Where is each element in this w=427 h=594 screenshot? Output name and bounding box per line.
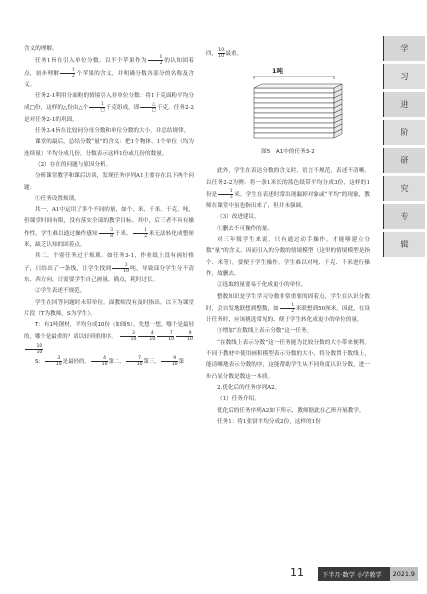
- sidebar-tab: 专: [383, 204, 425, 229]
- paragraph: 任务2-1利用分面粉的情境引入非单位分数：将1千克面粉平均分成□份，这样的△份由△个 $\frac{1}{□}$ 千克组成，即 $\frac{\triangle}{□}$ 千克。任务2-2是对任务2-1的巩固。: [24, 93, 194, 123]
- paragraph: 对三年级学生来说，只有通过动手操作，才能够建立分数“量”的含义，因而引入的分数的情境模型（这里的情境模型是指个、米等），要便于学生操作。学生难以对吨、千克、千米进行操作，故删去。: [206, 237, 370, 277]
- figure-caption: 图5 A1中的任务3-2: [261, 149, 315, 156]
- paragraph: 优化后的任务序列A2如下所示，教师据此在乙班开展教学。: [217, 407, 365, 414]
- paragraph: （3）改进建议。: [217, 214, 260, 221]
- fraction: $\frac{10}{10}$: [218, 48, 225, 59]
- figure-steel-bars: [206, 64, 370, 160]
- sidebar-tab: 习: [383, 64, 425, 89]
- page-number: 11: [290, 566, 304, 579]
- paragraph: 其二，个别任务过于烦琐。如任务3-1，作业纸上没有画好格子，只给出了一条线，让学生找到 $\frac{3}{10}$ 吨，导致部分学生分不清东、西方向，日需要学生自己画量、描点，耗时过长。: [24, 253, 194, 283]
- slab: [254, 128, 334, 133]
- publication-bar: [318, 567, 418, 581]
- fraction: $\frac{3}{10}$: [45, 356, 62, 367]
- paragraph: 分析课堂教学和课后访谈，发现任务序列A1主要存在以下两个问题：: [24, 173, 194, 191]
- publication-name: 下半月·数学 小学教学: [322, 571, 382, 579]
- slab: [254, 113, 334, 118]
- paragraph: ②选取的量要易于化成更小的单位。: [217, 282, 307, 289]
- fraction: $\frac{4}{10}$: [138, 331, 155, 342]
- slab: [254, 108, 334, 113]
- paragraph: ②学生表述不规范。: [35, 288, 86, 295]
- sidebar-tab: 学: [383, 36, 425, 61]
- dialog-continued: 四， $\frac{10}{10}$ 最重。: [206, 48, 242, 59]
- paragraph: ①删去不可操作的量。: [217, 225, 273, 232]
- slab: [254, 98, 334, 103]
- paragraph: 任务1：将1张饼平均分成2份，这样的1份: [217, 418, 321, 425]
- fraction: $\frac{10}{10}$: [25, 344, 43, 355]
- dialog-student: S： $\frac{3}{10}$ 是最轻的， $\frac{4}{10}$ 第二， $\frac{7}{10}$ 第三， $\frac{9}{10}$ 第: [35, 356, 184, 368]
- paragraph: 学生在回答问题时未带单位，面教师没有及时指出，以下为课堂片段（T为教师，S为学生）。: [24, 299, 194, 317]
- fraction: $\frac{3}{8}$: [99, 228, 114, 239]
- fraction: $\frac{1}{2}$: [148, 55, 163, 66]
- fraction: $\frac{9}{10}$: [176, 331, 193, 342]
- paragraph: 任务1旨在引入单位分数，以半个苹果作为 $\frac{1}{2}$ 的认知固着点，初步理解 $\frac{1}{2}$ 个苹果的含义，并明确分数各部分的名称及含义。: [24, 55, 194, 88]
- paragraph: （2）存在的问题与原因分析。: [35, 161, 112, 168]
- fraction: $\frac{\triangle}{□}$: [140, 102, 156, 113]
- paragraph: “在数线上表示分数”这一任务能为比较分数的大小带来便利。不同于教材中使用画积模型表示分数的大小，将分数置于数线上，能清晰地表示分数的序，这能帮助学生从不同角度认识分数，进一步凸显分数是数这一本质。: [206, 339, 370, 380]
- sidebar-tab: 辑: [383, 232, 425, 257]
- fraction: $\frac{3}{10}$: [112, 263, 129, 274]
- paragraph: 2.优化后的任务序列A2。: [217, 384, 281, 391]
- section-sidebar: [383, 36, 425, 260]
- figure-label: 1吨: [272, 67, 284, 76]
- slab: [254, 123, 334, 128]
- left-column: [24, 44, 194, 368]
- dialog-teacher: T：有1吨钢材，平均分成10份（如图5），先想一想，哪个是最轻的，哪个是最重的？请以轻到重排序。 $\frac{3}{10}$ $\frac{4}{10}$ $\frac{7}{10}$ $\frac{9}{10}$ $\frac{10}{10}$: [24, 322, 194, 355]
- paragraph: 此外，学生在表达分数的含义时，语言不规范，表述不清晰。以任务2-2为例：将一条1米长的蓝色纸带平均分成3份，这样的1份是 $\frac{1}{3}$ 米。学生在表述时常出现漏掉对象或“平均”的现象，教师在课堂中虽也指出来了，但并未强调。: [206, 168, 370, 210]
- paragraph: 整数知识是学生学习分数非常重要的固着点，学生在认识分数时，会自发地联想到整数，如 $\frac{1}{2}$ 米联想到50厘米。因此，在设计任务时，应该挑选常见的、便于学生转化成更小的单位的量。: [206, 293, 370, 324]
- fraction: $\frac{4}{10}$: [91, 356, 108, 367]
- paragraph: ①任务设置烦琐。: [35, 195, 80, 202]
- fraction: $\frac{1}{2}$: [133, 228, 148, 239]
- slab: [254, 93, 334, 98]
- fraction: $\frac{3}{10}$: [120, 331, 137, 342]
- slab: [254, 103, 334, 108]
- paragraph: 课堂的最后，总结分数“量”的含义：把1个物体、1个单位（均为连续量）平均分成几份，分数表示这样1份或几份的数量。: [24, 139, 194, 157]
- stacked-bars-diagram: [250, 76, 350, 144]
- slab: [254, 133, 334, 138]
- sidebar-tab: 究: [383, 176, 425, 201]
- sidebar-tab: 进: [383, 92, 425, 117]
- slab-top: [254, 84, 342, 88]
- fraction: $\frac{1}{2}$: [280, 303, 295, 314]
- right-column: [206, 48, 370, 428]
- fraction: $\frac{7}{10}$: [126, 356, 143, 367]
- fraction: $\frac{9}{10}$: [161, 356, 178, 367]
- fraction: $\frac{1}{□}$: [89, 102, 104, 113]
- bar-stack: [254, 84, 342, 138]
- fraction: $\frac{7}{10}$: [157, 331, 174, 342]
- paragraph: ③增加“在数线上表示分数”这一任务。: [217, 328, 313, 335]
- fraction: $\frac{1}{3}$: [218, 189, 233, 200]
- paragraph: 含义的理解。: [24, 46, 58, 52]
- slab: [254, 118, 334, 123]
- paragraph: （1）任务介绍。: [217, 396, 260, 403]
- paragraph: 其一，A1中运用了多个不同的量，如个、米、千米、千克、吨，但课堂时间有限，没有落实全部的教学目标。其中，后三者不具有操作性，学生难以通过操作感知 $\frac{3}{8}$ 千米、 $\frac{1}{2}$ 米无法转化成整厘米，缺乏认知的固着点。: [24, 207, 194, 249]
- sidebar-tab: 研: [383, 148, 425, 173]
- slab: [254, 88, 334, 93]
- fraction: $\frac{1}{2}$: [60, 68, 75, 79]
- sidebar-tab: 阶: [383, 120, 425, 145]
- issue-number: 2021.9: [390, 567, 418, 581]
- paragraph: 任务3.4旨在比较同分母分数和单位分数的大小，并总结规律。: [35, 128, 190, 135]
